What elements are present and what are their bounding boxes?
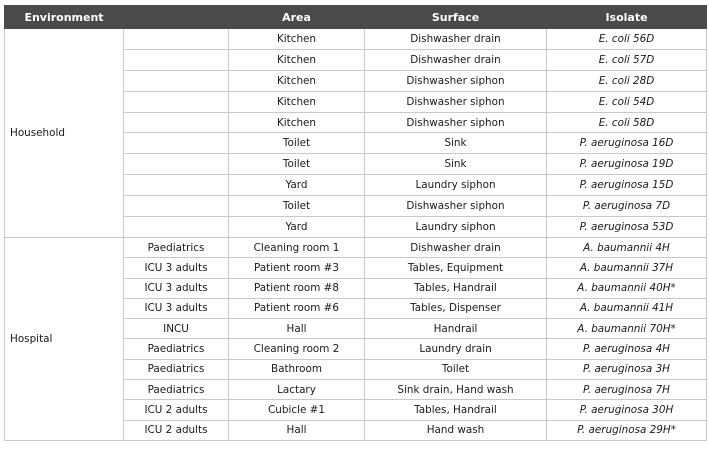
environment-cell: Household xyxy=(5,29,124,238)
unit-cell xyxy=(124,196,229,217)
area-cell: Toilet xyxy=(229,133,365,154)
surface-cell: Sink xyxy=(365,133,547,154)
unit-cell: ICU 3 adults xyxy=(124,258,229,278)
isolate-cell: P. aeruginosa 3H xyxy=(547,359,707,379)
unit-cell: Paediatrics xyxy=(124,237,229,257)
table-row xyxy=(5,29,707,50)
unit-cell xyxy=(124,29,229,50)
surface-cell: Dishwasher siphon xyxy=(365,91,547,112)
unit-cell xyxy=(124,133,229,154)
area-cell: Kitchen xyxy=(229,29,365,50)
area-cell: Yard xyxy=(229,175,365,196)
isolate-cell: P. aeruginosa 16D xyxy=(547,133,707,154)
isolate-cell: P. aeruginosa 7D xyxy=(547,196,707,217)
unit-cell xyxy=(124,49,229,70)
area-cell: Kitchen xyxy=(229,70,365,91)
surface-cell: Tables, Dispenser xyxy=(365,298,547,318)
isolate-cell: P. aeruginosa 7H xyxy=(547,379,707,399)
unit-cell: Paediatrics xyxy=(124,339,229,359)
area-cell: Yard xyxy=(229,217,365,238)
isolate-cell: P. aeruginosa 19D xyxy=(547,154,707,175)
header-environment: Environment xyxy=(5,6,124,29)
unit-cell: INCU xyxy=(124,319,229,339)
isolate-cell: E. coli 56D xyxy=(547,29,707,50)
isolate-cell: E. coli 28D xyxy=(547,70,707,91)
surface-cell: Handrail xyxy=(365,319,547,339)
environment-cell: Hospital xyxy=(5,237,124,440)
unit-cell: ICU 2 adults xyxy=(124,420,229,440)
header-area: Area xyxy=(229,6,365,29)
isolate-cell: A. baumannii 40H* xyxy=(547,278,707,298)
surface-cell: Laundry drain xyxy=(365,339,547,359)
area-cell: Cubicle #1 xyxy=(229,400,365,420)
isolate-cell: P. aeruginosa 4H xyxy=(547,339,707,359)
area-cell: Toilet xyxy=(229,196,365,217)
surface-cell: Tables, Equipment xyxy=(365,258,547,278)
header-unit xyxy=(124,6,229,29)
isolates-table xyxy=(4,5,707,441)
surface-cell: Tables, Handrail xyxy=(365,278,547,298)
header-row xyxy=(5,6,707,29)
area-cell: Lactary xyxy=(229,379,365,399)
unit-cell: Paediatrics xyxy=(124,359,229,379)
surface-cell: Dishwasher drain xyxy=(365,49,547,70)
unit-cell xyxy=(124,217,229,238)
unit-cell xyxy=(124,91,229,112)
isolate-cell: P. aeruginosa 29H* xyxy=(547,420,707,440)
area-cell: Patient room #6 xyxy=(229,298,365,318)
area-cell: Hall xyxy=(229,319,365,339)
unit-cell xyxy=(124,154,229,175)
isolate-cell: E. coli 54D xyxy=(547,91,707,112)
unit-cell xyxy=(124,175,229,196)
unit-cell xyxy=(124,70,229,91)
isolate-cell: A. baumannii 37H xyxy=(547,258,707,278)
table-body xyxy=(5,29,707,441)
unit-cell: Paediatrics xyxy=(124,379,229,399)
isolate-cell: E. coli 58D xyxy=(547,112,707,133)
isolate-cell: A. baumannii 41H xyxy=(547,298,707,318)
area-cell: Kitchen xyxy=(229,112,365,133)
surface-cell: Dishwasher siphon xyxy=(365,112,547,133)
unit-cell: ICU 3 adults xyxy=(124,298,229,318)
surface-cell: Sink xyxy=(365,154,547,175)
unit-cell: ICU 2 adults xyxy=(124,400,229,420)
surface-cell: Tables, Handrail xyxy=(365,400,547,420)
area-cell: Patient room #8 xyxy=(229,278,365,298)
unit-cell: ICU 3 adults xyxy=(124,278,229,298)
area-cell: Cleaning room 1 xyxy=(229,237,365,257)
surface-cell: Sink drain, Hand wash xyxy=(365,379,547,399)
surface-cell: Dishwasher siphon xyxy=(365,196,547,217)
surface-cell: Laundry siphon xyxy=(365,175,547,196)
area-cell: Kitchen xyxy=(229,91,365,112)
surface-cell: Dishwasher drain xyxy=(365,237,547,257)
area-cell: Cleaning room 2 xyxy=(229,339,365,359)
area-cell: Hall xyxy=(229,420,365,440)
area-cell: Toilet xyxy=(229,154,365,175)
header-surface: Surface xyxy=(365,6,547,29)
surface-cell: Toilet xyxy=(365,359,547,379)
area-cell: Kitchen xyxy=(229,49,365,70)
area-cell: Patient room #3 xyxy=(229,258,365,278)
unit-cell xyxy=(124,112,229,133)
surface-cell: Dishwasher drain xyxy=(365,29,547,50)
isolate-cell: P. aeruginosa 53D xyxy=(547,217,707,238)
surface-cell: Dishwasher siphon xyxy=(365,70,547,91)
area-cell: Bathroom xyxy=(229,359,365,379)
surface-cell: Laundry siphon xyxy=(365,217,547,238)
surface-cell: Hand wash xyxy=(365,420,547,440)
header-isolate: Isolate xyxy=(547,6,707,29)
isolate-cell: P. aeruginosa 15D xyxy=(547,175,707,196)
isolate-cell: E. coli 57D xyxy=(547,49,707,70)
table-row xyxy=(5,237,707,257)
isolate-cell: P. aeruginosa 30H xyxy=(547,400,707,420)
isolate-cell: A. baumannii 4H xyxy=(547,237,707,257)
isolate-cell: A. baumannii 70H* xyxy=(547,319,707,339)
